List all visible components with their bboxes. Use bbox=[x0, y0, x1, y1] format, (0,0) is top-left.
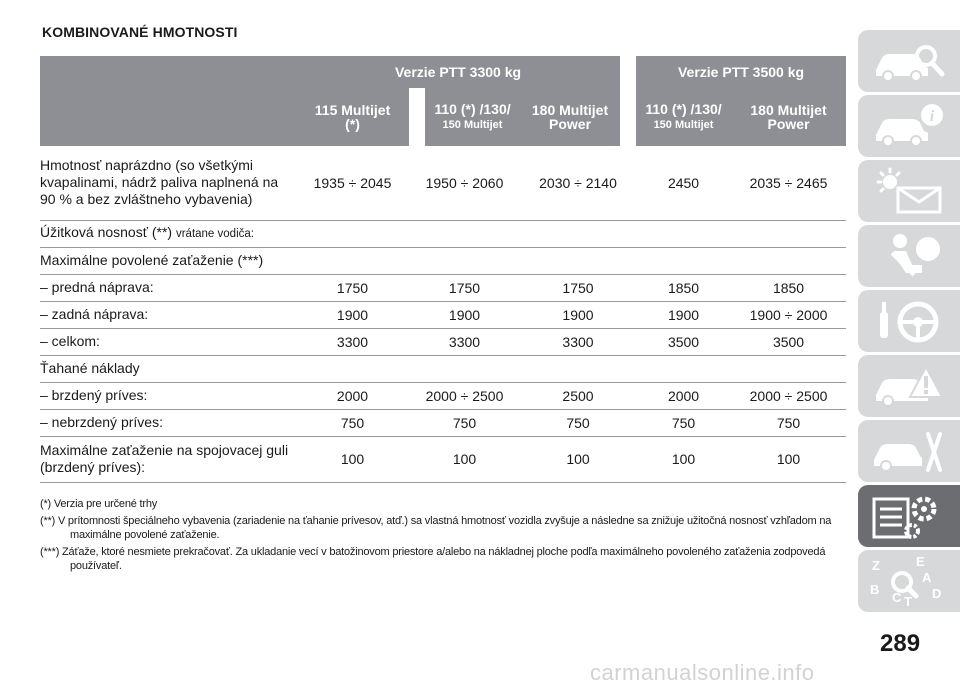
alphabetical-index-icon bbox=[870, 556, 948, 606]
row-label: – predná náprava: bbox=[40, 274, 296, 301]
cell-value: 100 bbox=[636, 436, 731, 482]
tab-know-your-car[interactable] bbox=[858, 95, 960, 157]
tab-dashboard-controls[interactable] bbox=[858, 30, 960, 92]
watermark: carmanualsonline.info bbox=[590, 660, 815, 685]
table-row bbox=[40, 146, 846, 220]
cell-value: 2450 bbox=[636, 146, 731, 220]
svg-text:A: A bbox=[922, 570, 932, 585]
row-label: Úžitková nosnosť (**) vrátane vodiča: bbox=[40, 220, 846, 247]
row-label: Maximálne zaťaženie na spojovacej guli (brzdený príves): bbox=[40, 436, 296, 482]
cell-value: 100 bbox=[409, 436, 520, 482]
car-info-icon bbox=[870, 101, 948, 151]
svg-text:B: B bbox=[870, 582, 880, 597]
col-header-110-150-multijet-3500: 110 (*) /130/ 150 Multijet bbox=[636, 88, 731, 146]
car-service-icon bbox=[870, 426, 948, 476]
cell-value: 1900 bbox=[636, 301, 731, 328]
row-label: Maximálne povolené zaťaženie (***) bbox=[40, 247, 846, 274]
cell-value: 3300 bbox=[520, 328, 636, 355]
cell-value: 100 bbox=[520, 436, 636, 482]
footnotes bbox=[40, 497, 852, 576]
row-label: – zadná náprava: bbox=[40, 301, 296, 328]
svg-text:T: T bbox=[904, 594, 912, 606]
cell-value: 3300 bbox=[296, 328, 409, 355]
footnote: (***) Záťaže, ktoré nesmiete prekračovať. Za ukladanie vecí v batožinovom priestore a/alebo na nákladnej ploche podľa maximálneho povoleného zaťaženia zodpovedá používateľ. bbox=[40, 546, 826, 572]
col-header-115-multijet: 115 Multijet (*) bbox=[296, 88, 409, 146]
cell-value: 1750 bbox=[409, 274, 520, 301]
tab-emergency[interactable] bbox=[858, 355, 960, 417]
cell-value: 2500 bbox=[520, 382, 636, 409]
cell-value: 2000 bbox=[636, 382, 731, 409]
cell-value: 1850 bbox=[731, 274, 846, 301]
cell-value: 750 bbox=[409, 409, 520, 436]
cell-value: 1900 ÷ 2000 bbox=[731, 301, 846, 328]
car-warning-icon bbox=[870, 361, 948, 411]
table-row bbox=[40, 328, 846, 355]
svg-text:i: i bbox=[929, 108, 935, 125]
cell-value: 2030 ÷ 2140 bbox=[520, 146, 636, 220]
group-header-3500: Verzie PTT 3500 kg bbox=[636, 56, 846, 88]
table-row bbox=[40, 274, 846, 301]
page-number: 289 bbox=[880, 630, 921, 657]
table-row bbox=[40, 355, 846, 382]
svg-text:D: D bbox=[932, 586, 942, 601]
svg-text:Z: Z bbox=[872, 558, 880, 573]
svg-text:E: E bbox=[916, 556, 925, 569]
technical-data-icon bbox=[870, 491, 948, 541]
col-header-180-multijet-power: 180 Multijet Power bbox=[520, 88, 620, 146]
cell-value: 2000 ÷ 2500 bbox=[731, 382, 846, 409]
cell-value: 100 bbox=[296, 436, 409, 482]
table-row bbox=[40, 247, 846, 274]
cell-value: 2035 ÷ 2465 bbox=[731, 146, 846, 220]
footnote: (*) Verzia pre určené trhy bbox=[40, 498, 158, 510]
table-row bbox=[40, 436, 846, 482]
cell-value: 3300 bbox=[409, 328, 520, 355]
cell-value: 2000 ÷ 2500 bbox=[409, 382, 520, 409]
col-header-110-150-multijet: 110 (*) /130/ 150 Multijet bbox=[425, 88, 520, 146]
cell-value: 100 bbox=[731, 436, 846, 482]
cell-value: 3500 bbox=[731, 328, 846, 355]
header-blank bbox=[40, 56, 296, 146]
footnote: (**) V prítomnosti špeciálneho vybavenia (zariadenie na ťahanie prívesov, atď.) sa vlastná hmotnosť vozidla zvyšuje a následne sa znižuje užitočná nosnosť vzhľadom na maximálne povolené zaťaženie. bbox=[40, 515, 832, 541]
col-header-180-multijet-power-3500: 180 Multijet Power bbox=[731, 88, 846, 146]
cell-value: 3500 bbox=[636, 328, 731, 355]
warning-lights-icon bbox=[870, 166, 948, 216]
cell-value: 1935 ÷ 2045 bbox=[296, 146, 409, 220]
tab-warning-lights[interactable] bbox=[858, 160, 960, 222]
cell-value: 2000 bbox=[296, 382, 409, 409]
table-row bbox=[40, 220, 846, 247]
tab-technical-data[interactable] bbox=[858, 485, 960, 547]
cell-value: 1750 bbox=[296, 274, 409, 301]
tab-servicing[interactable] bbox=[858, 420, 960, 482]
cell-value: 1850 bbox=[636, 274, 731, 301]
table-row bbox=[40, 409, 846, 436]
cell-value: 1900 bbox=[520, 301, 636, 328]
airbag-passenger-icon bbox=[870, 231, 948, 281]
group-header-3300: Verzie PTT 3300 kg bbox=[296, 56, 620, 88]
section-title: KOMBINOVANÉ HMOTNOSTI bbox=[42, 24, 238, 40]
combined-weights-table bbox=[40, 56, 846, 483]
cell-value: 750 bbox=[296, 409, 409, 436]
cell-value: 750 bbox=[731, 409, 846, 436]
table-row bbox=[40, 382, 846, 409]
svg-text:C: C bbox=[892, 590, 902, 605]
cell-value: 1900 bbox=[296, 301, 409, 328]
row-label: Ťahané náklady bbox=[40, 355, 846, 382]
table-row bbox=[40, 301, 846, 328]
tab-alphabetical-index[interactable] bbox=[858, 550, 960, 612]
row-label: – brzdený príves: bbox=[40, 382, 296, 409]
row-label: Hmotnosť naprázdno (so všetkými kvapalinami, nádrž paliva naplnená na 90 % a bez zvláštneho vybavenia) bbox=[40, 146, 296, 220]
row-label: – nebrzdený príves: bbox=[40, 409, 296, 436]
tab-safety[interactable] bbox=[858, 225, 960, 287]
cell-value: 750 bbox=[520, 409, 636, 436]
tab-starting-driving[interactable] bbox=[858, 290, 960, 352]
car-search-icon bbox=[870, 36, 948, 86]
cell-value: 1950 ÷ 2060 bbox=[409, 146, 520, 220]
steering-wheel-icon bbox=[870, 296, 948, 346]
chapter-sidebar bbox=[858, 30, 960, 615]
cell-value: 1750 bbox=[520, 274, 636, 301]
cell-value: 1900 bbox=[409, 301, 520, 328]
cell-value: 750 bbox=[636, 409, 731, 436]
row-label: – celkom: bbox=[40, 328, 296, 355]
